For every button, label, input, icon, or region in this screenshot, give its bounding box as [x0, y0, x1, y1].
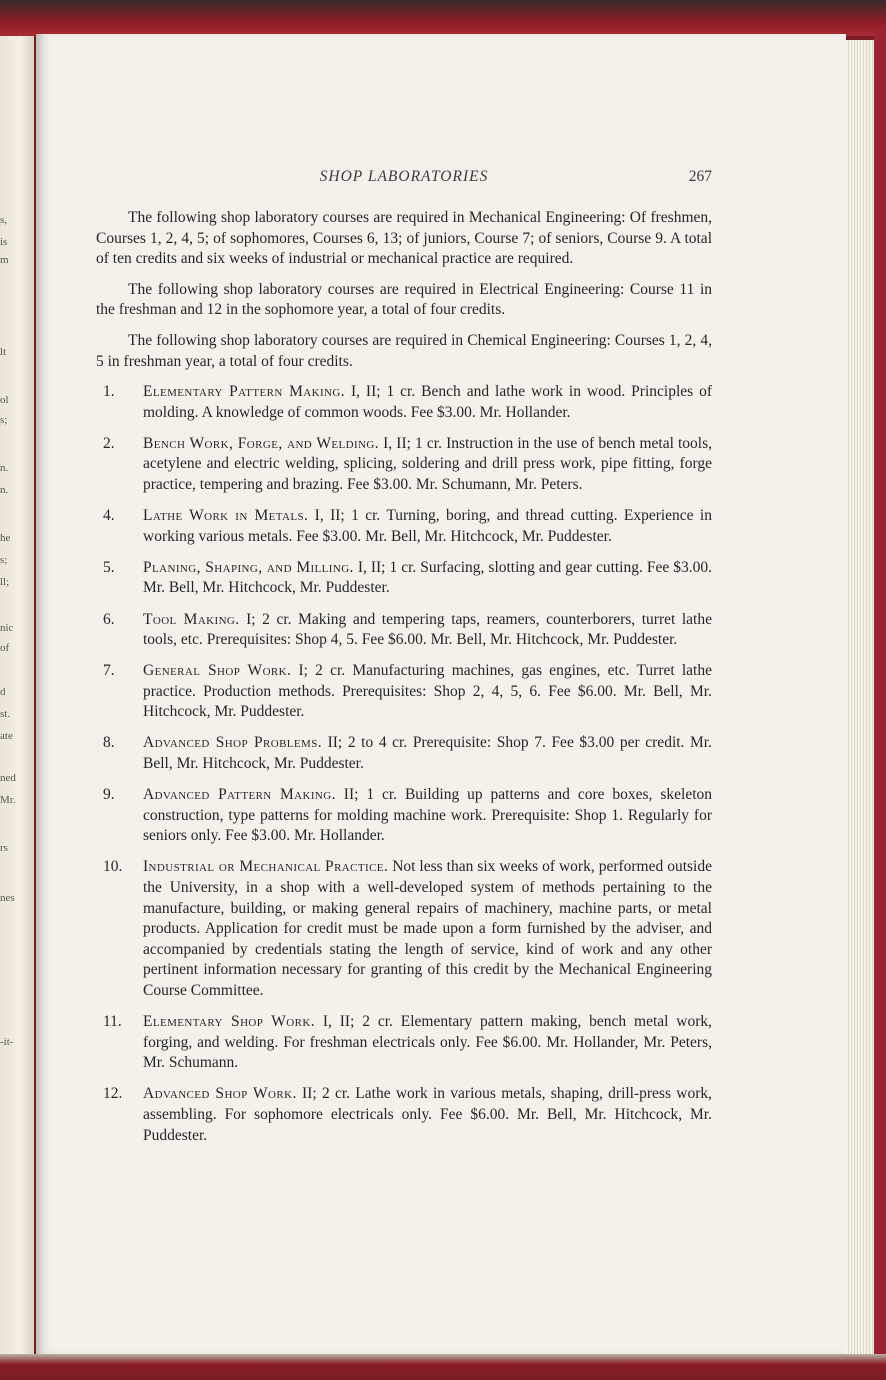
running-header [96, 168, 712, 192]
facing-page-fragment: of [0, 642, 10, 654]
facing-page-edge [0, 36, 34, 1380]
course-title: Planing, Shaping, and Milling. [143, 558, 354, 576]
facing-page-fragment: nes [0, 892, 15, 904]
running-title: SHOP LABORATORIES [319, 168, 489, 185]
course-description: I, II; 1 cr. Surfacing, slotting and gear cutting. Fee $3.00. Mr. Bell, Mr. Hitchcock, Mr. Puddester. [143, 558, 712, 597]
intro-paragraph: The following shop laboratory courses are required in Mechanical Engineering: Of freshmen, Courses 1, 2, 4, 5; of sophomores, Courses 6, 13; of juniors, Course 7; of seniors, Course 9. A total of ten credits and six weeks of industrial or mechanical practice are required. [96, 209, 712, 268]
course-number: 5. [103, 558, 115, 576]
course-entry [96, 382, 712, 423]
course-entry [96, 785, 712, 847]
book-cover-bottom [0, 1354, 886, 1380]
course-description: I, II; 2 cr. Elementary pattern making, bench metal work, forging, and welding. For freshman electricals only. Fee $6.00. Mr. Hollander, Mr. Peters, Mr. Schumann. [143, 1013, 713, 1072]
course-description: I; 2 cr. Manufacturing machines, gas engines, etc. Turret lathe practice. Production methods. Prerequisites: Shop 2, 4, 5, 6. Fee $6.00. Mr. Bell, Mr. Hitchcock, Mr. Puddester. [143, 662, 712, 721]
facing-page-fragment: ll; [0, 576, 10, 588]
course-entry [96, 558, 712, 599]
course-number: 9. [103, 786, 115, 804]
course-title: Elementary Pattern Making. [143, 383, 345, 401]
facing-page-fragment: n. [0, 462, 9, 474]
facing-page-fragment: rs [0, 842, 8, 854]
course-entry [96, 506, 712, 547]
course-description: I; 2 cr. Making and tempering taps, reamers, counterborers, turret lathe tools, etc. Prerequisites: Shop 4, 5. Fee $6.00. Mr. Bell, Mr. Hitchcock, Mr. Puddester. [143, 610, 712, 649]
course-number: 8. [103, 734, 115, 752]
course-title: Advanced Shop Problems. [143, 734, 323, 752]
facing-page-fragment: -it- [0, 1036, 14, 1048]
course-number: 11. [103, 1013, 122, 1031]
facing-page-fragment: lt [0, 346, 7, 358]
course-entry [96, 610, 712, 651]
facing-page-fragment: ol [0, 394, 9, 406]
course-description: II; 2 to 4 cr. Prerequisite: Shop 7. Fee $3.00 per credit. Mr. Bell, Mr. Hitchcock, Mr. Puddester. [143, 734, 712, 773]
facing-page-fragment: s, [0, 214, 8, 226]
course-list [96, 382, 712, 1146]
course-title: Tool Making. [143, 610, 240, 628]
facing-page-fragment: m [0, 254, 9, 266]
course-title: Bench Work, Forge, and Welding. [143, 434, 380, 452]
facing-page-fragment: s; [0, 414, 8, 426]
book-cover-top [0, 0, 886, 36]
facing-page-fragment: st. [0, 708, 11, 720]
course-title: Advanced Pattern Making. [143, 786, 336, 804]
course-number: 10. [103, 858, 123, 876]
facing-page-fragment: he [0, 532, 11, 544]
course-description: II; 2 cr. Lathe work in various metals, shaping, drill-press work, assembling. For sophomore electricals only. Fee $6.00. Mr. Bell, Mr. Hitchcock, Mr. Puddester. [143, 1085, 712, 1144]
course-title: Lathe Work in Metals. [143, 507, 309, 525]
book-cover-right [874, 30, 886, 1380]
page-content [96, 208, 712, 1157]
course-number: 12. [103, 1085, 123, 1103]
course-number: 1. [103, 383, 115, 401]
course-title: General Shop Work. [143, 662, 292, 680]
course-description: II; 1 cr. Building up patterns and core boxes, skeleton construction, type patterns for molding machine work. Prerequisite: Shop 1. Regularly for seniors only. Fee $3.00. Mr. Hollander. [143, 786, 713, 845]
facing-page-fragment: is [0, 236, 8, 248]
facing-page-fragment: d [0, 686, 6, 698]
course-description: Not less than six weeks of work, performed outside the University, in a shop with a well-developed system of methods pertaining to the manufacture, building, or making general repairs of machinery, machine parts, or metal products. Application for credit must be made upon a form furnished by the adviser, and accompanied by credentials stating the length of service, kind of work and any other pertinent information necessary for granting of this credit by the Mechanical Engineering Course Committee. [143, 858, 712, 999]
course-number: 6. [103, 610, 115, 628]
facing-page-fragment: n. [0, 484, 9, 496]
course-number: 2. [103, 434, 115, 452]
course-title: Elementary Shop Work. [143, 1013, 315, 1031]
course-title: Industrial or Mechanical Practice. [143, 858, 389, 876]
course-entry [96, 661, 712, 723]
course-entry [96, 733, 712, 774]
course-title: Advanced Shop Work. [143, 1085, 297, 1103]
course-entry [96, 1012, 712, 1074]
page-number: 267 [688, 168, 712, 185]
course-number: 4. [103, 507, 115, 525]
facing-page-fragment: ate [0, 730, 13, 742]
course-number: 7. [103, 662, 115, 680]
facing-page-fragment: nic [0, 622, 14, 634]
page-stack-edge [846, 40, 876, 1354]
facing-page-fragment: Mr. [0, 794, 16, 806]
intro-paragraph: The following shop laboratory courses are required in Chemical Engineering: Courses 1, 2, 4, 5 in freshman year, a total of four credits. [96, 331, 712, 370]
facing-page-fragment: s; [0, 554, 8, 566]
course-description: I, II; 1 cr. Bench and lathe work in wood. Principles of molding. A knowledge of common woods. Fee $3.00. Mr. Hollander. [143, 383, 713, 421]
course-entry [96, 434, 712, 496]
course-description: I, II; 1 cr. Instruction in the use of bench metal tools, acetylene and electric welding, splicing, soldering and drill press work, pipe fitting, forge practice, tempering and brazing. Fee $3.00. Mr. Schumann, Mr. Peters. [143, 434, 713, 494]
course-entry [96, 1084, 712, 1146]
facing-page-fragment: ned [0, 772, 16, 784]
intro-paragraph: The following shop laboratory courses are required in Electrical Engineering: Course 11 in the freshman and 12 in the sophomore year, a total of four credits. [96, 280, 712, 319]
course-description: I, II; 1 cr. Turning, boring, and thread cutting. Experience in working various metals. Fee $3.00. Mr. Bell, Mr. Hitchcock, Mr. Puddester. [143, 507, 712, 545]
course-entry [96, 857, 712, 1001]
